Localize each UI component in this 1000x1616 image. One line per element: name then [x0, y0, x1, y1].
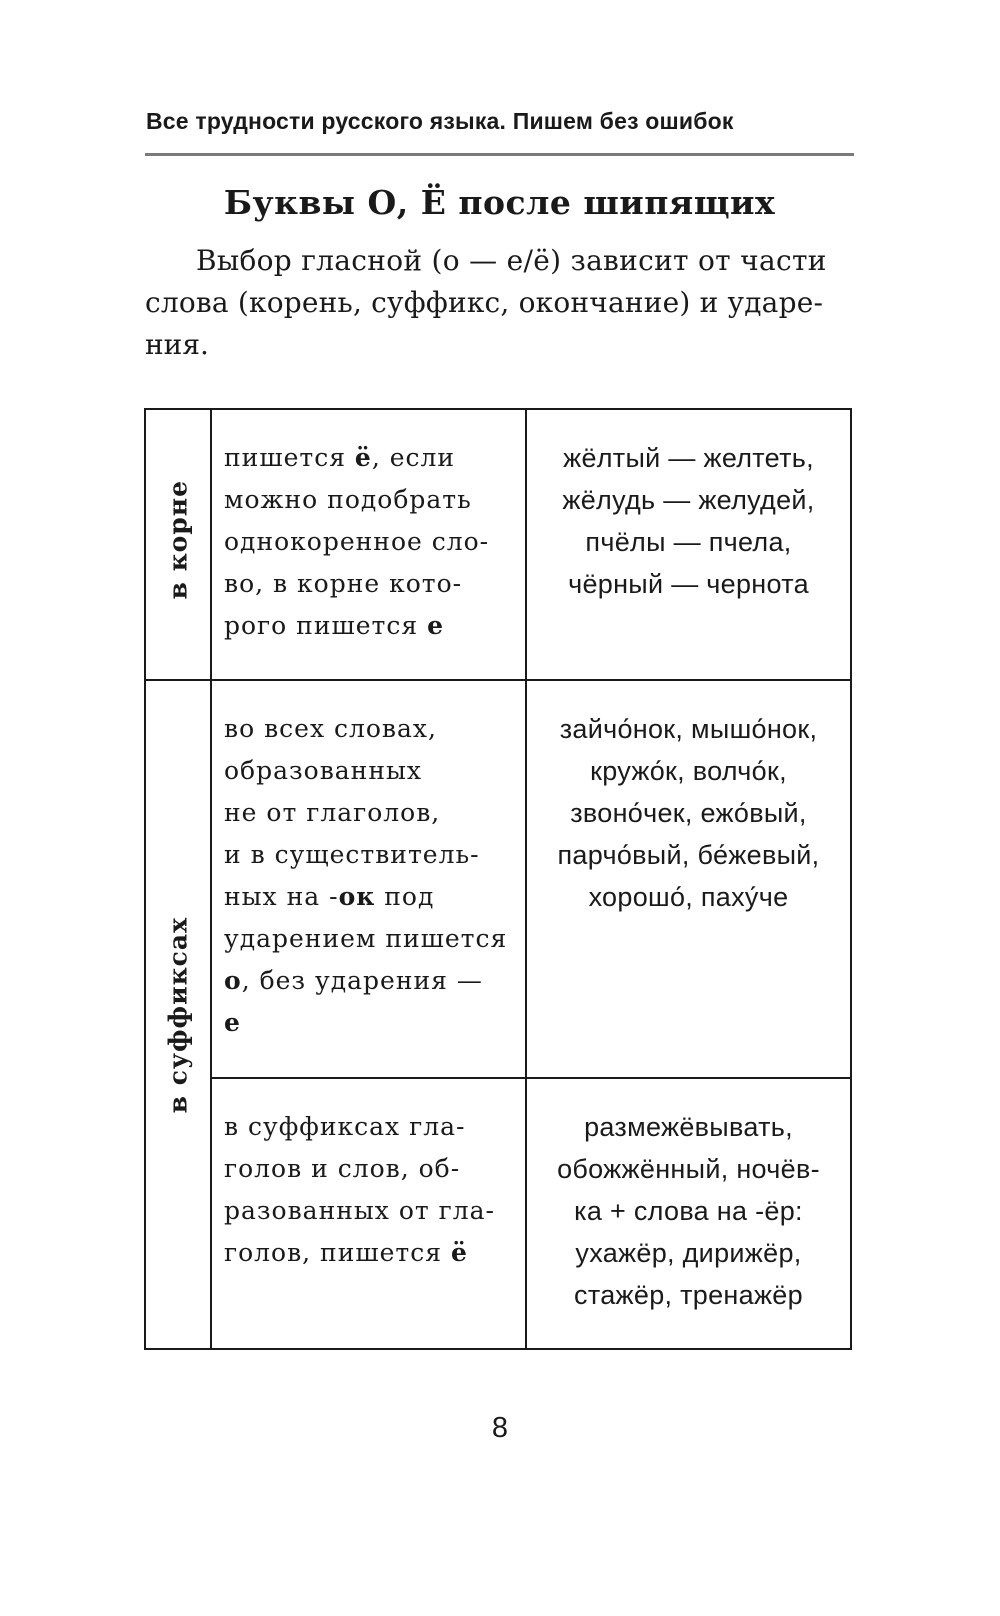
suffix-examples-a-cell: [526, 680, 851, 1078]
suffix-rule-a-cell: [211, 680, 526, 1078]
rule-letter: е: [224, 1008, 241, 1037]
rule-line: рого пишется е: [224, 611, 444, 640]
rule-line: разованных от гла-: [224, 1196, 496, 1225]
intro-line: слова (корень, суффикс, окончание) и ударе-: [145, 286, 824, 319]
rule-letter: е: [427, 611, 444, 640]
root-label: в корне: [163, 480, 193, 600]
running-head: Все трудности русского языка. Пишем без ошибок: [146, 108, 734, 134]
rule-line: ударением пишется: [224, 924, 508, 953]
example-line: стажёр, тренажёр: [574, 1280, 803, 1310]
rule-line: пишется ё, если: [224, 443, 456, 472]
suffix-label-cell: [145, 680, 211, 1349]
suffix-label: в суффиксах: [163, 917, 193, 1114]
suffix-examples-b-cell: [526, 1078, 851, 1349]
example-line: пчёлы — пчела,: [585, 527, 792, 557]
example-line: парчо́вый, бе́жевый,: [557, 840, 820, 870]
rules-table: [144, 408, 852, 1350]
example-line: ухажёр, дирижёр,: [575, 1238, 802, 1268]
example-line: звоно́чек, ежо́вый,: [570, 798, 807, 828]
rule-suffix: ок: [338, 882, 376, 911]
table-row: [145, 409, 851, 680]
intro-line: Выбор гласной (о — е/ё) зависит от части: [196, 244, 827, 277]
root-rule-cell: [211, 409, 526, 680]
example-line: размежёвывать,: [584, 1112, 793, 1142]
rule-line: в суффиксах гла-: [224, 1112, 466, 1141]
rule-letter: о: [224, 966, 242, 995]
intro-line: ния.: [145, 328, 209, 361]
example-line: кружо́к, волчо́к,: [590, 756, 787, 786]
rule-line: однокоренное сло-: [224, 527, 490, 556]
example-line: жёлтый — желтеть,: [563, 443, 814, 473]
rule-line: голов и слов, об-: [224, 1154, 461, 1183]
example-line: чёрный — чернота: [568, 569, 809, 599]
page-title: Буквы О, Ё после шипящих: [223, 183, 776, 222]
page-number: 8: [491, 1412, 509, 1444]
root-label-cell: [145, 409, 211, 680]
rule-line: ных на -ок под: [224, 882, 435, 911]
table-row: [145, 680, 851, 1078]
suffix-rule-b-cell: [211, 1078, 526, 1349]
rule-line: образованных: [224, 756, 422, 785]
example-line: обожжённый, ночёв-: [557, 1154, 820, 1184]
table-row: [145, 1078, 851, 1349]
rule-line: голов, пишется ё: [224, 1238, 468, 1267]
rule-letter: ё: [450, 1238, 468, 1267]
example-line: зайчо́нок, мышо́нок,: [559, 714, 818, 744]
rule-line: и в существитель-: [224, 840, 480, 869]
root-examples-cell: [526, 409, 851, 680]
rule-line: во, в корне кото-: [224, 569, 463, 598]
rule-line: можно подобрать: [224, 485, 472, 514]
intro-paragraph: [145, 240, 857, 366]
rule-line: не от глаголов,: [224, 798, 441, 827]
example-line: жёлудь — желудей,: [562, 485, 815, 515]
rule-line: во всех словах,: [224, 714, 437, 743]
rule-line: о, без ударения —: [224, 966, 483, 995]
rule-line: [224, 1002, 513, 1044]
rule-letter: ё: [354, 443, 372, 472]
example-line: хорошо́, паху́че: [588, 882, 789, 912]
header-divider: [145, 153, 854, 156]
example-line: ка + слова на -ёр:: [574, 1196, 803, 1226]
